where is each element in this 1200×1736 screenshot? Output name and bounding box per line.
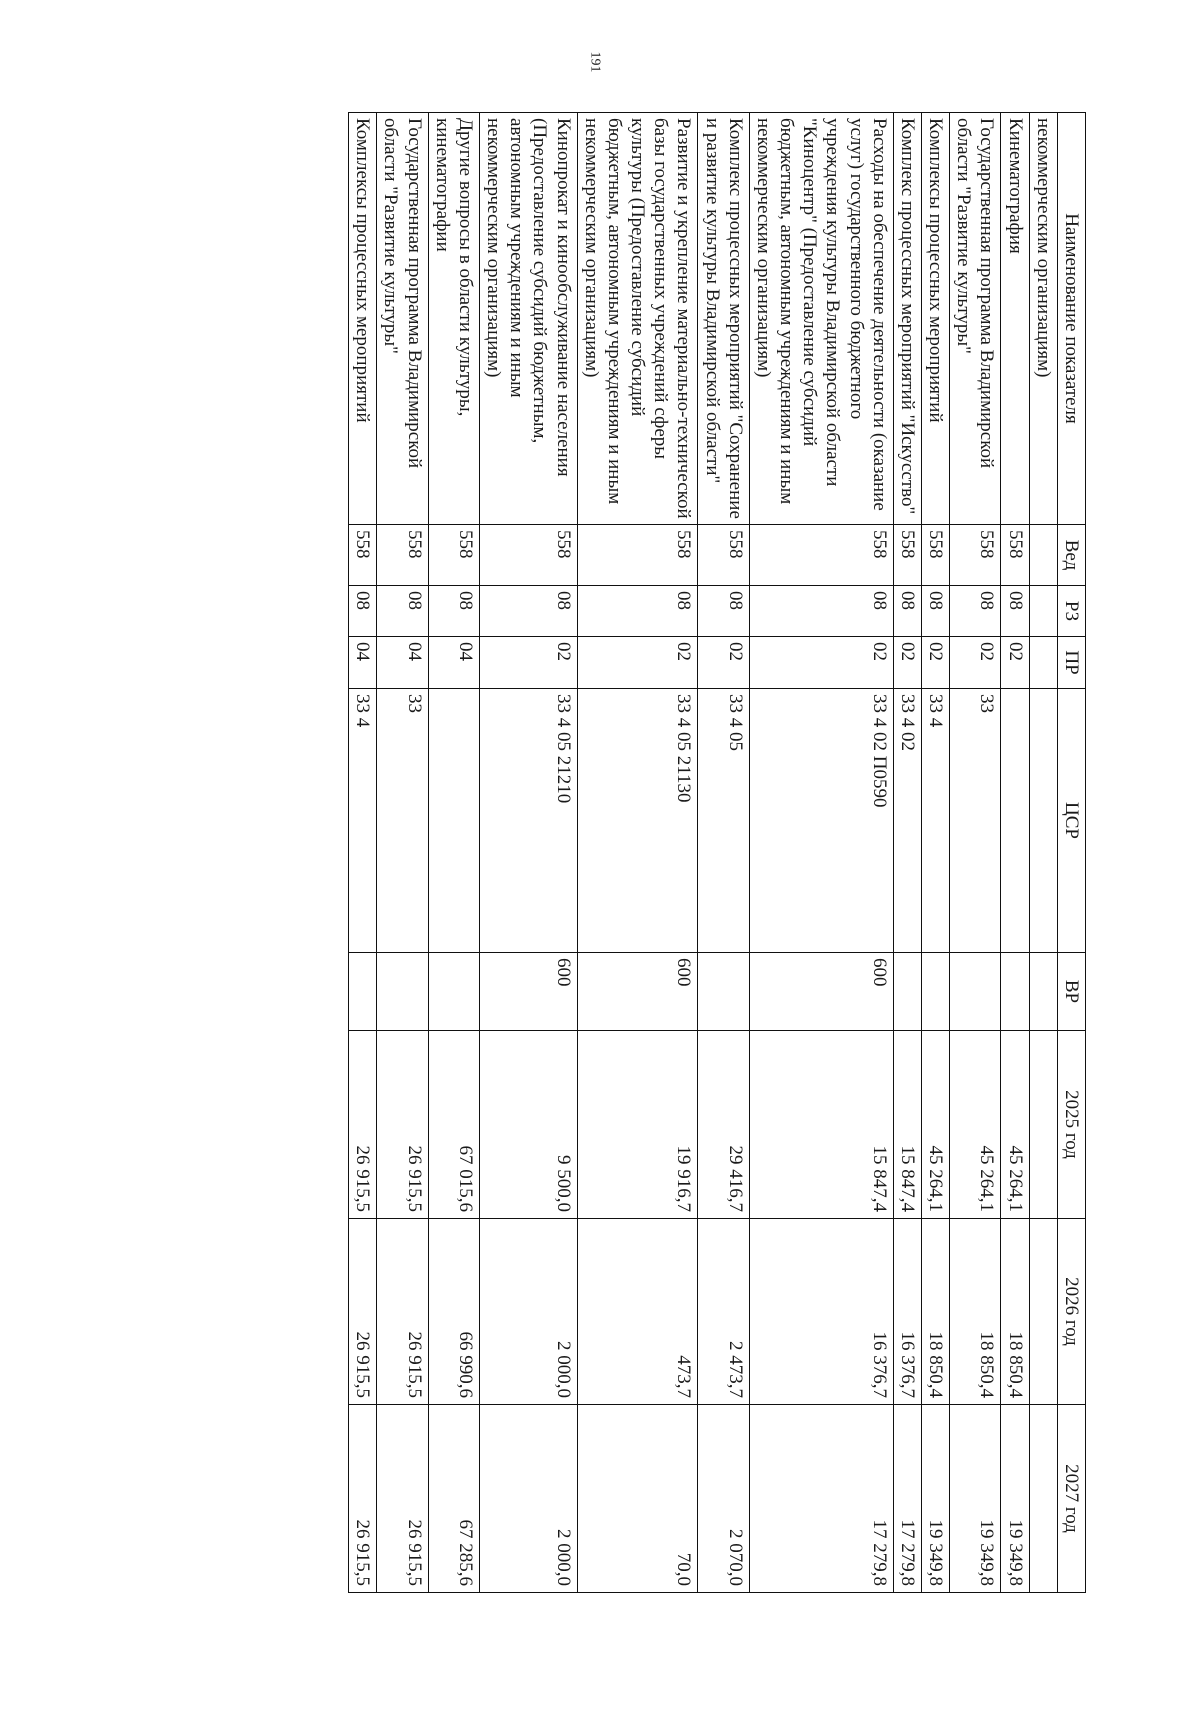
cell-vr [377,953,428,1031]
cell-2026: 18 850,4 [921,1219,949,1405]
cell-csr: 33 4 02 П0590 [749,689,893,953]
header-2026: 2026 год [1057,1219,1085,1405]
cell-2026: 26 915,5 [349,1219,377,1405]
table-row [1001,113,1029,1593]
cell-rz [1029,586,1057,637]
cell-rz: 08 [1001,586,1029,637]
cell-csr: 33 4 05 21130 [577,689,698,953]
cell-2027: 26 915,5 [349,1405,377,1593]
cell-2026: 18 850,4 [1001,1219,1029,1405]
cell-ved [1029,525,1057,586]
cell-2025: 45 264,1 [921,1031,949,1219]
cell-2026: 18 850,4 [950,1219,1001,1405]
cell-2027: 67 285,6 [428,1405,479,1593]
cell-vr [893,953,921,1031]
cell-2026 [1029,1219,1057,1405]
cell-ved: 558 [349,525,377,586]
cell-2026: 2 473,7 [698,1219,749,1405]
cell-2027 [1029,1405,1057,1593]
cell-2027: 19 349,8 [950,1405,1001,1593]
header-2027: 2027 год [1057,1405,1085,1593]
cell-name: Комплекс процессных мероприятий "Сохранение и развитие культуры Владимирской области" [698,113,749,525]
cell-2025: 19 916,7 [577,1031,698,1219]
cell-vr [698,953,749,1031]
cell-csr: 33 [377,689,428,953]
cell-rz: 08 [749,586,893,637]
cell-ved: 558 [479,525,577,586]
cell-2025 [1029,1031,1057,1219]
header-rz: РЗ [1057,586,1085,637]
cell-ved: 558 [893,525,921,586]
budget-table [348,112,1086,1593]
table-row [921,113,949,1593]
cell-rz: 08 [377,586,428,637]
cell-name: Государственная программа Владимирской области "Развитие культуры" [950,113,1001,525]
cell-name: Кинематография [1001,113,1029,525]
cell-2025: 9 500,0 [479,1031,577,1219]
cell-pr: 02 [1001,637,1029,689]
table-row [749,113,893,1593]
cell-2027: 17 279,8 [749,1405,893,1593]
cell-name: Государственная программа Владимирской области "Развитие культуры" [377,113,428,525]
cell-rz: 08 [349,586,377,637]
cell-name: Расходы на обеспечение деятельности (оказание услуг) государственного бюджетного учреждения культуры Владимирской области "Киноцентр" (Предоставление субсидий бюджетным, автономным учреждениям и иным некоммерческим организациям) [749,113,893,525]
cell-2025: 45 264,1 [1001,1031,1029,1219]
cell-rz: 08 [428,586,479,637]
cell-2025: 26 915,5 [377,1031,428,1219]
cell-csr [1029,689,1057,953]
cell-vr [950,953,1001,1031]
cell-2026: 26 915,5 [377,1219,428,1405]
header-vr: ВР [1057,953,1085,1031]
cell-csr: 33 4 05 [698,689,749,953]
cell-csr: 33 [950,689,1001,953]
table-row [698,113,749,1593]
header-ved: Вед [1057,525,1085,586]
header-csr: ЦСР [1057,689,1085,953]
cell-2027: 17 279,8 [893,1405,921,1593]
cell-vr: 600 [577,953,698,1031]
cell-2025: 67 015,6 [428,1031,479,1219]
cell-rz: 08 [698,586,749,637]
table-row [893,113,921,1593]
cell-pr [1029,637,1057,689]
cell-2026: 473,7 [577,1219,698,1405]
table-header-row [1057,113,1085,1593]
cell-2027: 19 349,8 [1001,1405,1029,1593]
table-row [349,113,377,1593]
table-body [349,113,1058,1593]
cell-name: Развитие и укрепление материально-технической базы государственных учреждений сферы культуры (Предоставление субсидий бюджетным, автономным учреждениям и иным некоммерческим организациям) [577,113,698,525]
cell-2025: 26 915,5 [349,1031,377,1219]
table-row [950,113,1001,1593]
cell-vr [349,953,377,1031]
cell-rz: 08 [921,586,949,637]
cell-vr: 600 [479,953,577,1031]
cell-ved: 558 [749,525,893,586]
cell-name: Комплекс процессных мероприятий "Искусство" [893,113,921,525]
cell-vr: 600 [749,953,893,1031]
cell-name: Комплексы процессных мероприятий [921,113,949,525]
cell-ved: 558 [921,525,949,586]
cell-pr: 04 [428,637,479,689]
cell-csr [1001,689,1029,953]
cell-ved: 558 [950,525,1001,586]
cell-2026: 2 000,0 [479,1219,577,1405]
cell-2025: 29 416,7 [698,1031,749,1219]
cell-ved: 558 [698,525,749,586]
cell-ved: 558 [1001,525,1029,586]
cell-ved: 558 [377,525,428,586]
cell-vr [921,953,949,1031]
cell-2026: 16 376,7 [893,1219,921,1405]
cell-name: некоммерческим организациям) [1029,113,1057,525]
cell-2026: 16 376,7 [749,1219,893,1405]
cell-vr [428,953,479,1031]
table-row [577,113,698,1593]
table-row [479,113,577,1593]
cell-2027: 2 000,0 [479,1405,577,1593]
cell-name: Комплексы процессных мероприятий [349,113,377,525]
cell-rz: 08 [893,586,921,637]
cell-2027: 19 349,8 [921,1405,949,1593]
cell-2027: 26 915,5 [377,1405,428,1593]
table-row [377,113,428,1593]
cell-2025: 45 264,1 [950,1031,1001,1219]
cell-csr: 33 4 02 [893,689,921,953]
cell-ved: 558 [577,525,698,586]
cell-vr [1001,953,1029,1031]
cell-csr [428,689,479,953]
cell-2025: 15 847,4 [749,1031,893,1219]
page-number: 191 [587,51,603,73]
cell-2026: 66 990,6 [428,1219,479,1405]
cell-pr: 02 [893,637,921,689]
cell-rz: 08 [479,586,577,637]
header-2025: 2025 год [1057,1031,1085,1219]
cell-vr [1029,953,1057,1031]
cell-pr: 04 [349,637,377,689]
table-row [428,113,479,1593]
header-name: Наименование показателя [1057,113,1085,525]
cell-pr: 02 [577,637,698,689]
header-pr: ПР [1057,637,1085,689]
cell-name: Другие вопросы в области культуры, кинематографии [428,113,479,525]
cell-2027: 70,0 [577,1405,698,1593]
cell-pr: 02 [698,637,749,689]
rotated-table-wrapper [166,112,1086,1592]
cell-rz: 08 [950,586,1001,637]
cell-csr: 33 4 [921,689,949,953]
cell-ved: 558 [428,525,479,586]
cell-pr: 02 [749,637,893,689]
cell-csr: 33 4 05 21210 [479,689,577,953]
cell-pr: 02 [921,637,949,689]
cell-csr: 33 4 [349,689,377,953]
table-row [1029,113,1057,1593]
cell-2027: 2 070,0 [698,1405,749,1593]
cell-name: Кинопрокат и кинообслуживание населения (Предоставление субсидий бюджетным, автономным учреждениям и иным некоммерческим организациям) [479,113,577,525]
cell-2025: 15 847,4 [893,1031,921,1219]
cell-pr: 02 [950,637,1001,689]
cell-pr: 02 [479,637,577,689]
cell-rz: 08 [577,586,698,637]
cell-pr: 04 [377,637,428,689]
